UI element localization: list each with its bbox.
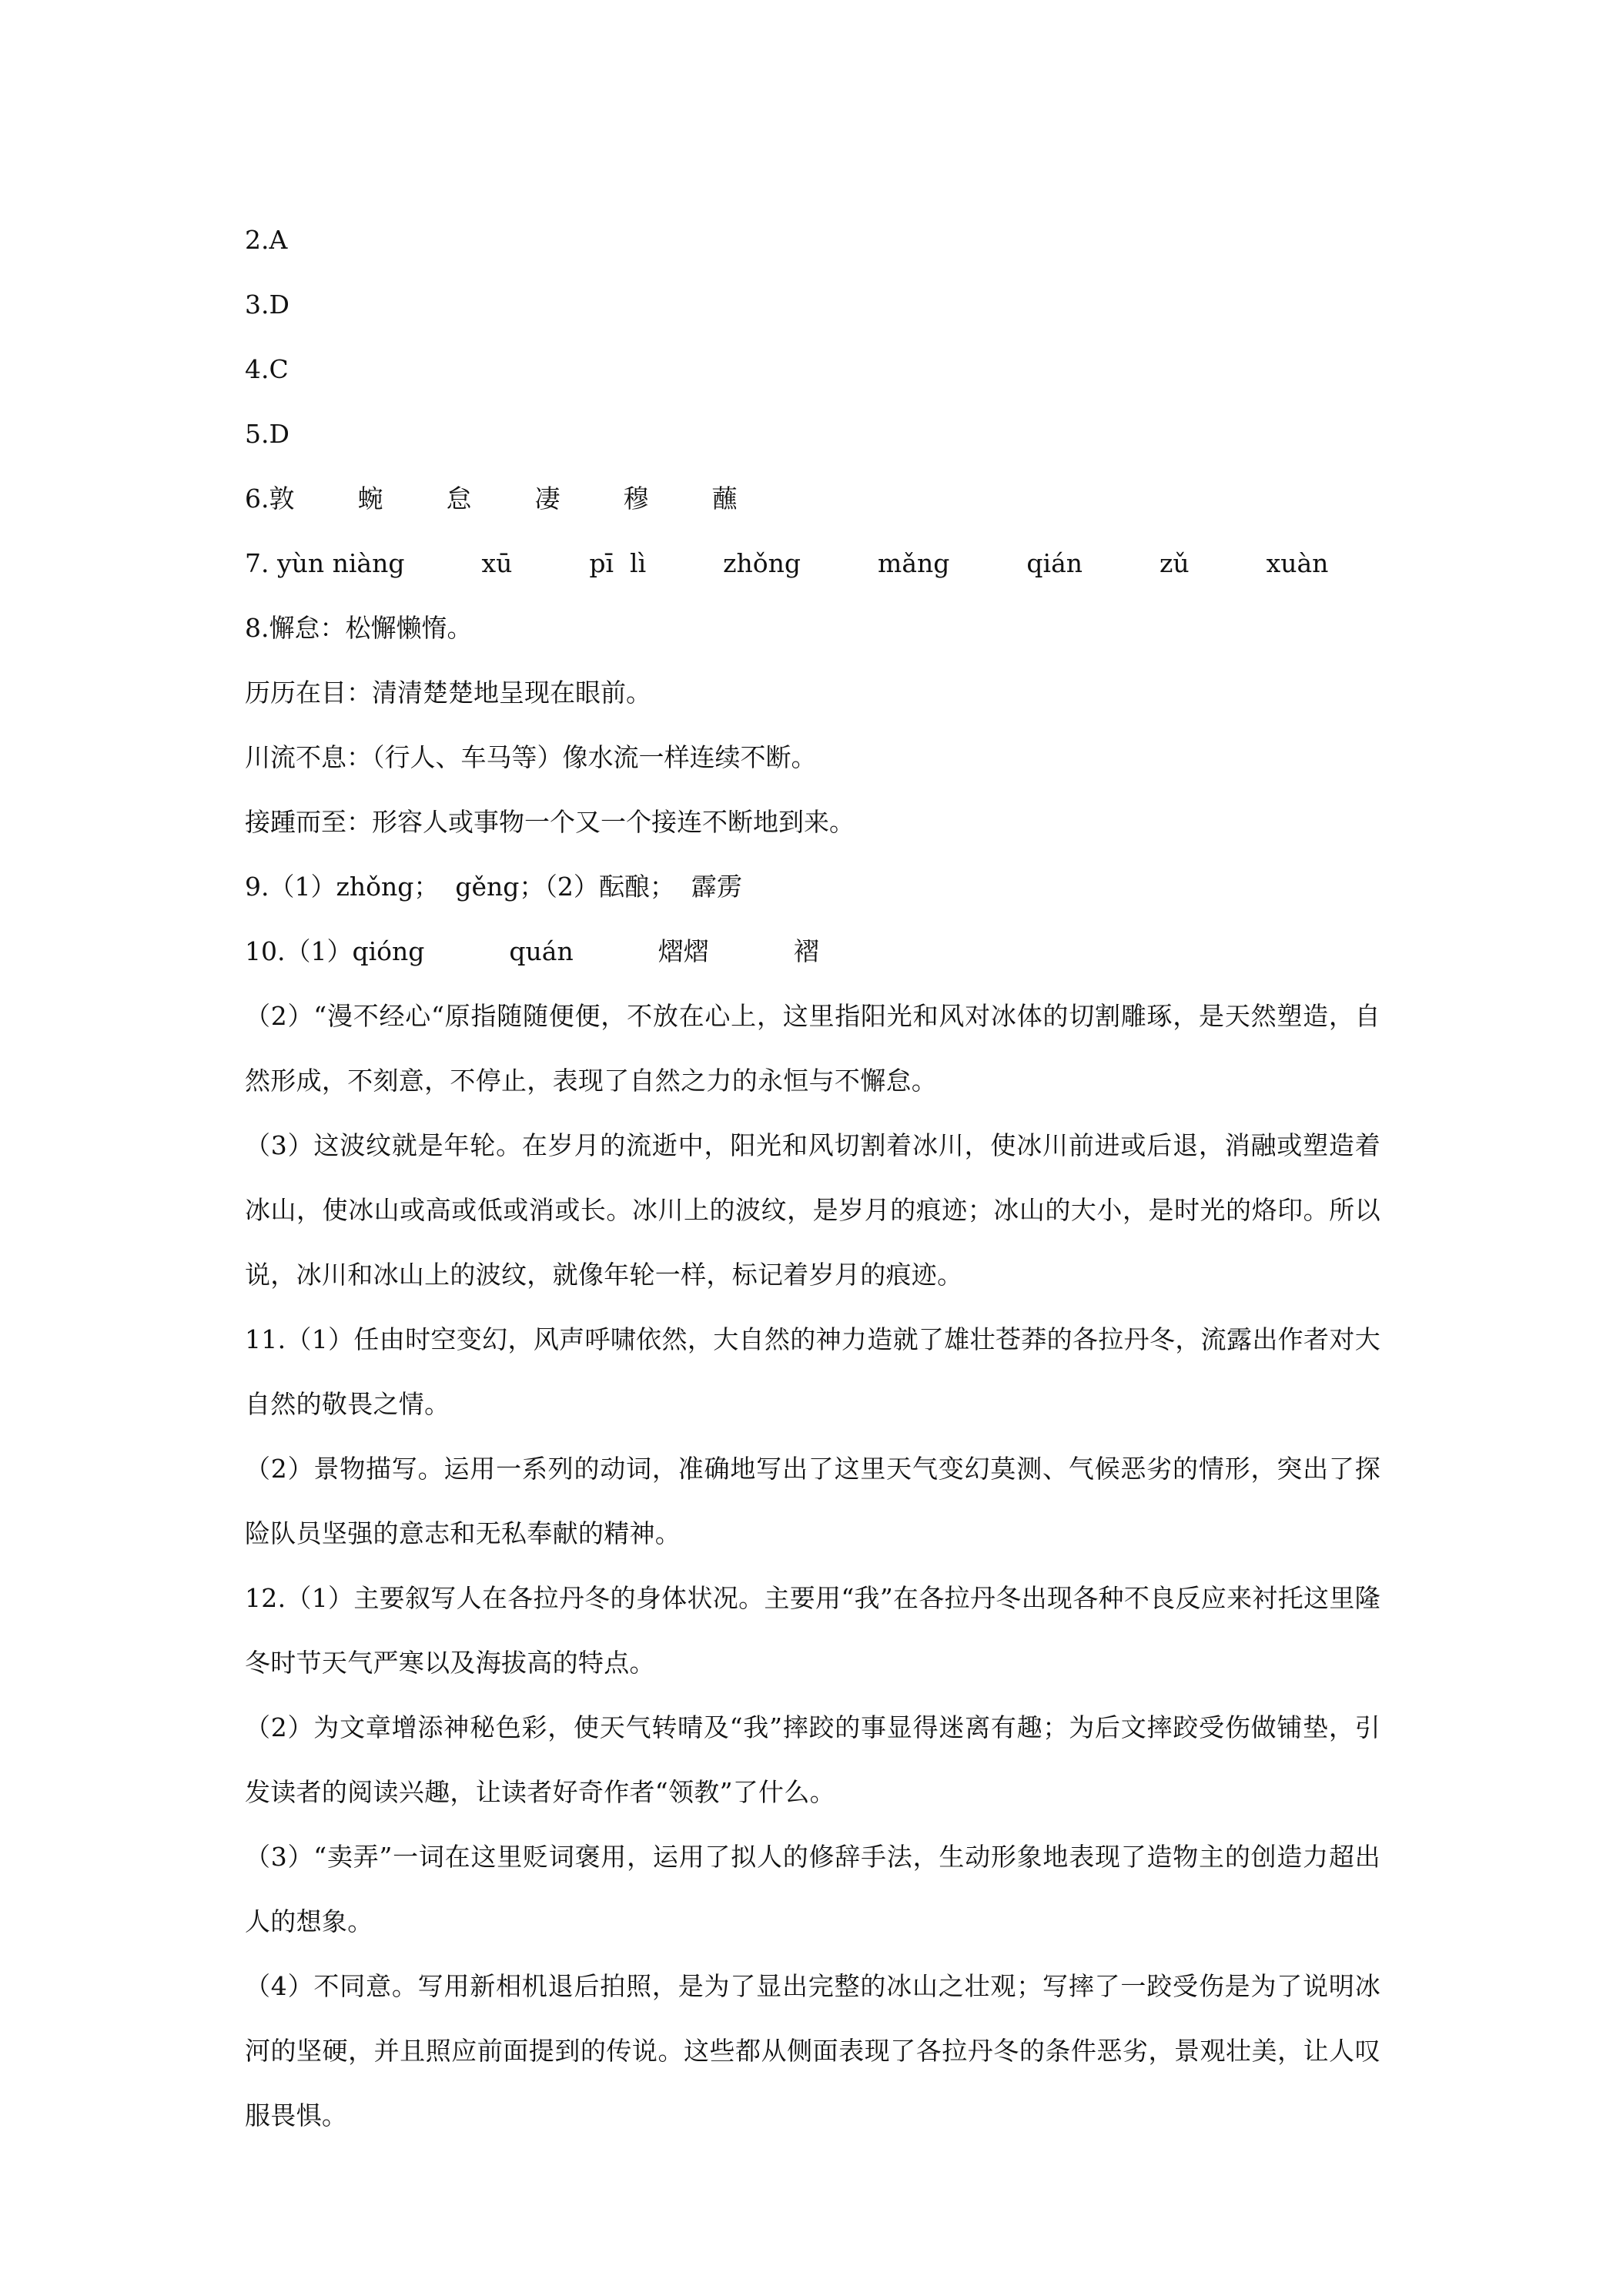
answer-7-item: zhǒng	[723, 548, 801, 578]
answer-6-item: 怠	[446, 484, 472, 514]
answer-9: 9.（1）zhǒng； gěng；（2）酝酿； 霹雳	[245, 872, 742, 902]
answer-4: 4.C	[245, 354, 289, 384]
answer-10-item: 褶	[793, 936, 819, 966]
answer-12-part-3: （3）“卖弄”一词在这里贬词褒用，运用了拟人的修辞手法，生动形象地表现了造物主的创造力超出人的想象。	[245, 1842, 1380, 1936]
answer-6-item: 凄	[534, 484, 561, 514]
answer-8-line: 川流不息：（行人、车马等）像水流一样连续不断。	[245, 742, 817, 772]
answer-7-item: xū	[481, 548, 513, 578]
answer-7-item: yùn niàng	[276, 548, 405, 578]
answer-7-item: zǔ	[1160, 548, 1190, 578]
answer-8-line: 接踵而至：形容人或事物一个又一个接连不断地到来。	[245, 807, 855, 837]
answer-10-number: 10.（1）	[245, 936, 353, 966]
answer-6-item: 蘸	[711, 484, 738, 514]
answer-11-part-1: 11.（1）任由时空变幻，风声呼啸依然，大自然的神力造就了雄壮苍莽的各拉丹冬，流露出作者对大自然的敬畏之情。	[245, 1324, 1380, 1419]
answer-10-part-2: （2）“漫不经心“原指随随便便，不放在心上，这里指阳光和风对冰体的切割雕琢，是天然塑造，自然形成，不刻意，不停止，表现了自然之力的永恒与不懈怠。	[245, 1001, 1380, 1096]
answer-12-part-2: （2）为文章增添神秘色彩，使天气转晴及“我”摔跤的事显得迷离有趣；为后文摔跤受伤做铺垫，引发读者的阅读兴趣，让读者好奇作者“领教”了什么。	[245, 1712, 1380, 1807]
answer-6	[245, 467, 1380, 531]
answer-8-line: 8.懈怠：松懈懒惰。	[245, 613, 473, 643]
answer-10	[245, 919, 1380, 984]
answer-10-item: 熠熠	[658, 936, 709, 966]
answer-7-number: 7.	[245, 548, 277, 578]
answer-2: 2.A	[245, 225, 288, 255]
answer-10-item: quán	[509, 936, 574, 966]
answer-8-line: 历历在目：清清楚楚地呈现在眼前。	[245, 678, 651, 708]
answer-6-item: 穆	[623, 484, 649, 514]
answer-content	[245, 208, 1380, 2148]
answer-12-part-1: 12.（1）主要叙写人在各拉丹冬的身体状况。主要用“我”在各拉丹冬出现各种不良反应来衬托这里隆冬时节天气严寒以及海拔高的特点。	[245, 1583, 1380, 1678]
answer-6-item: 敦	[269, 484, 295, 514]
answer-7	[245, 531, 1380, 596]
answer-6-number: 6.	[245, 484, 269, 514]
answer-11-part-2: （2）景物描写。运用一系列的动词，准确地写出了这里天气变幻莫测、气候恶劣的情形，突出了探险队员坚强的意志和无私奉献的精神。	[245, 1454, 1380, 1548]
answer-7-item: pī lì	[589, 548, 647, 578]
answer-10-part-3: （3）这波纹就是年轮。在岁月的流逝中，阳光和风切割着冰川，使冰川前进或后退，消融或塑造着冰山，使冰山或高或低或消或长。冰川上的波纹，是岁月的痕迹；冰山的大小，是时光的烙印。所以说，冰川和冰山上的波纹，就像年轮一样，标记着岁月的痕迹。	[245, 1130, 1380, 1290]
answer-6-item: 蜿	[357, 484, 383, 514]
answer-7-item: xuàn	[1266, 548, 1329, 578]
answer-3: 3.D	[245, 290, 289, 320]
answer-12-part-4: （4）不同意。写用新相机退后拍照，是为了显出完整的冰山之壮观；写摔了一跤受伤是为了说明冰河的坚硬，并且照应前面提到的传说。这些都从侧面表现了各拉丹冬的条件恶劣，景观壮美，让人叹服畏惧。	[245, 1971, 1380, 2130]
answer-7-item: mǎng	[878, 548, 950, 578]
answer-5: 5.D	[245, 419, 289, 449]
answer-10-item: qióng	[352, 936, 425, 966]
answer-7-item: qián	[1026, 548, 1083, 578]
